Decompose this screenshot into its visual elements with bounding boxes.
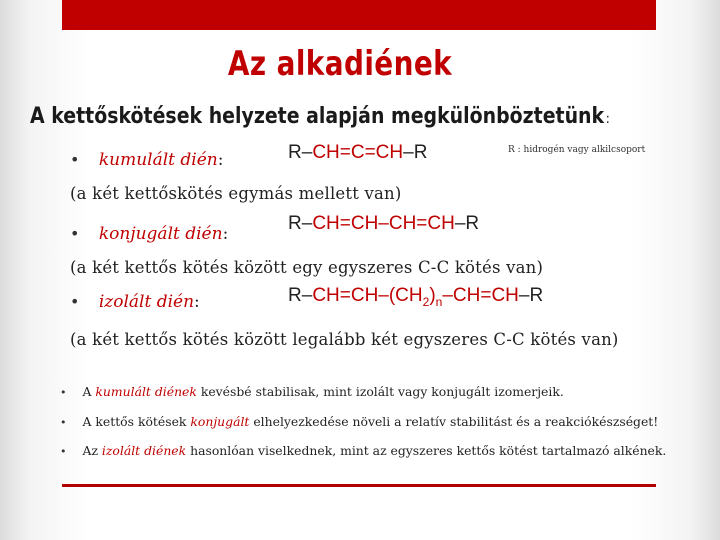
formula-dash: – <box>301 285 313 306</box>
statement-highlight: izolált diének <box>101 443 187 458</box>
formula-dash: – <box>454 213 466 234</box>
statement-text: A kettős kötések <box>82 414 191 429</box>
statement-highlight: konjugált <box>190 414 250 429</box>
explanation-cumulated: (a két kettőskötés egymás mellett van) <box>70 184 402 203</box>
bullet-marker: • <box>60 445 67 458</box>
bullet-marker: • <box>70 224 80 243</box>
formula-conjugated <box>288 213 479 235</box>
term-isolated: izolált dién <box>98 292 195 312</box>
formula-core: CH=C=CH <box>312 142 404 163</box>
formula-dash: – <box>518 285 530 306</box>
term-colon: : <box>217 150 224 170</box>
statement-text: Az <box>82 443 102 458</box>
formula-core: –CH=CH <box>442 285 519 306</box>
formula-r-right: R <box>529 285 544 306</box>
statement-isolated <box>60 443 666 458</box>
formula-r-right: R <box>465 213 480 234</box>
statement-text: kevésbé stabilisak, mint izolált vagy konjugált izomerjeik. <box>196 384 564 399</box>
statement-text: A <box>82 384 96 399</box>
formula-r-right: R <box>413 142 428 163</box>
subtitle-text: A kettőskötések helyzete alapján megkülönböztetünk <box>30 104 605 129</box>
formula-dash: – <box>301 142 313 163</box>
statement-text: hasonlóan viselkednek, mint az egyszeres kettős kötést tartalmazó alkének. <box>186 443 667 458</box>
bullet-conjugated <box>70 224 228 244</box>
term-colon: : <box>222 224 229 244</box>
explanation-isolated: (a két kettős kötés között legalább két egyszeres C-C kötés van) <box>70 330 619 349</box>
top-accent-bar <box>62 0 656 30</box>
slide-title: Az alkadiének <box>227 44 453 84</box>
formula-core: CH=CH–(CH <box>312 285 423 306</box>
term-colon: : <box>194 292 200 312</box>
term-conjugated: konjugált dién <box>98 224 223 244</box>
formula-r-left: R <box>288 213 302 234</box>
r-group-note: R : hidrogén vagy alkilcsoport <box>508 145 646 155</box>
statement-conjugated <box>60 414 658 429</box>
bullet-marker: • <box>70 292 80 311</box>
formula-subscript: 2 <box>422 294 430 309</box>
formula-core: ) <box>429 285 436 306</box>
formula-dash: – <box>403 142 414 163</box>
formula-cumulated <box>288 142 427 164</box>
bullet-cumulated <box>70 150 223 170</box>
bullet-isolated <box>70 292 200 312</box>
formula-isolated <box>288 285 543 309</box>
formula-dash: – <box>301 213 313 234</box>
bottom-divider <box>62 484 656 487</box>
statement-text: elhelyezkedése növeli a relatív stabilitást és a reakciókészséget! <box>249 414 659 429</box>
explanation-conjugated: (a két kettős kötés között egy egyszeres C-C kötés van) <box>70 258 544 277</box>
bullet-marker: • <box>70 150 80 169</box>
formula-core: CH=CH–CH=CH <box>312 213 455 234</box>
statement-highlight: kumulált diének <box>95 384 197 399</box>
subtitle-colon: : <box>605 111 610 127</box>
term-cumulated: kumulált dién <box>98 150 218 170</box>
slide-subtitle <box>30 104 610 129</box>
formula-r-left: R <box>288 142 302 163</box>
bullet-marker: • <box>60 416 67 429</box>
formula-subscript: n <box>435 294 443 309</box>
statement-cumulated <box>60 384 564 399</box>
formula-r-left: R <box>288 285 302 306</box>
bullet-marker: • <box>60 386 67 399</box>
